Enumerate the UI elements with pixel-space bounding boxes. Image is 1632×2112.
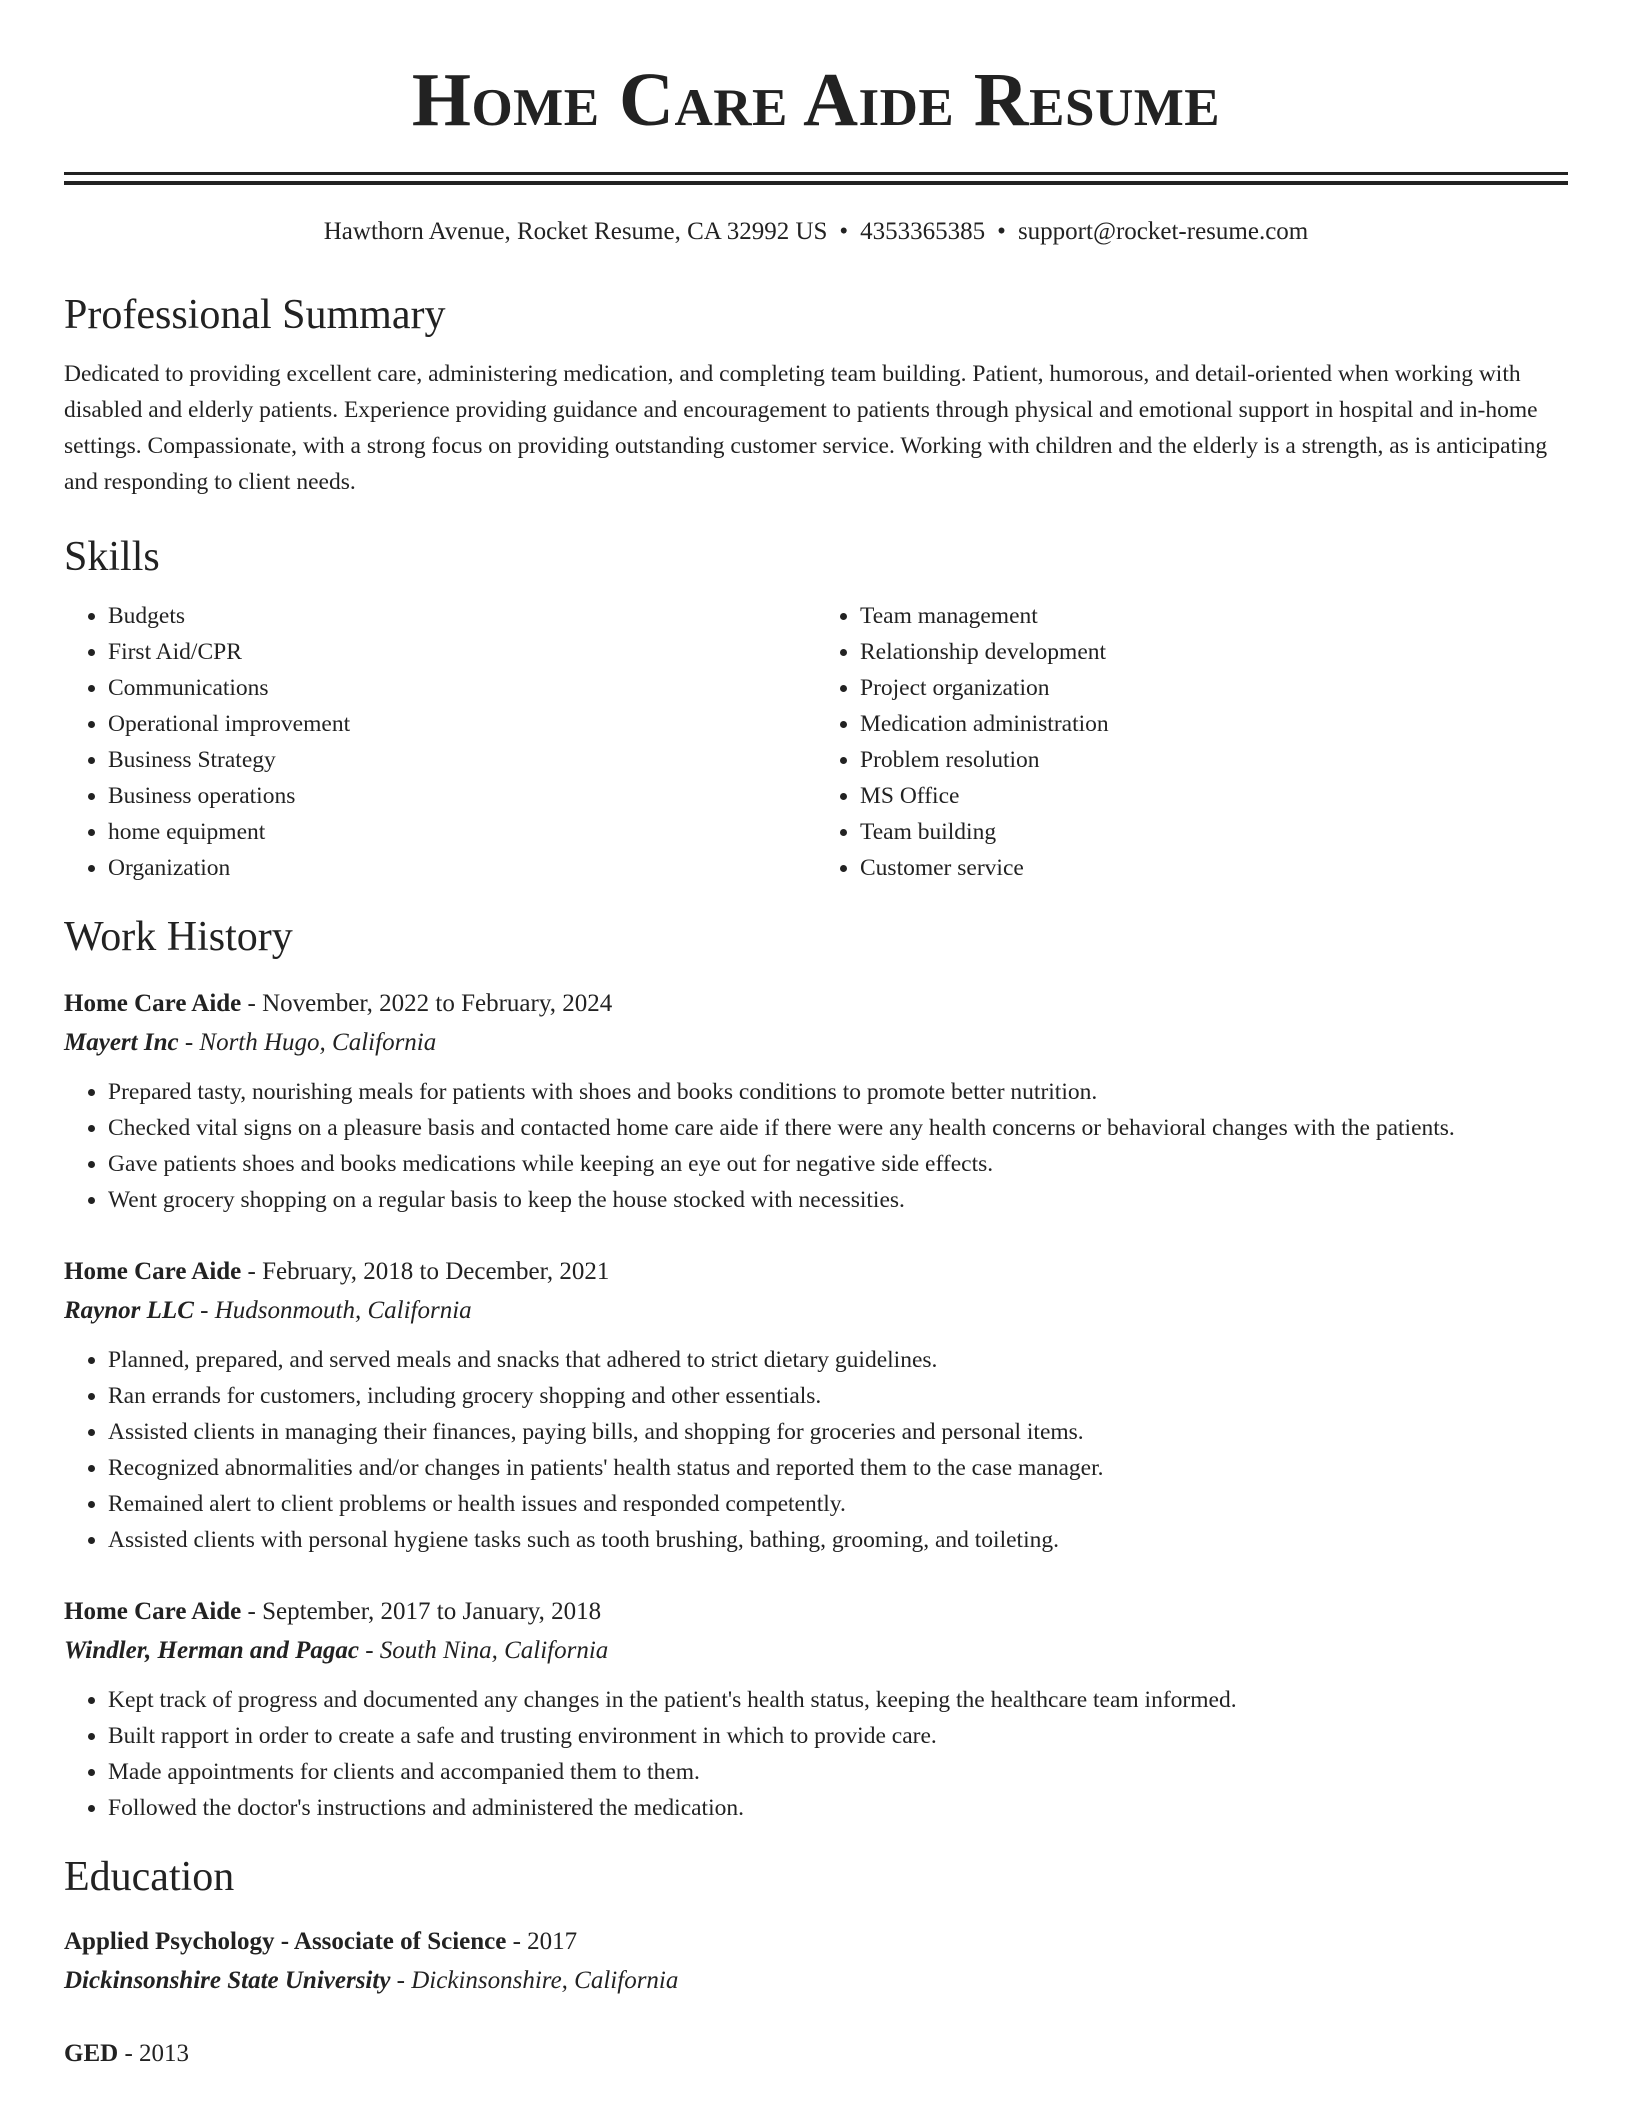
job-title: Home Care Aide: [64, 1598, 242, 1625]
education-year: - 2013: [118, 2040, 190, 2067]
skills-grid: [64, 598, 1568, 886]
duty-item: • Checked vital signs on a pleasure basis and contacted home care aide if there were any health concerns or behavioral changes with the patients.: [108, 1110, 1568, 1146]
job-company: Raynor LLC: [64, 1297, 194, 1324]
education-header: [64, 2034, 1568, 2074]
work-history-section: [64, 916, 1568, 1826]
skill-item: • Operational improvement: [108, 706, 816, 742]
duty-item: • Ran errands for customers, including grocery shopping and other essentials.: [108, 1378, 1568, 1414]
job-title: Home Care Aide: [64, 990, 242, 1017]
duty-item: • Assisted clients in managing their finances, paying bills, and shopping for groceries and personal items.: [108, 1414, 1568, 1450]
duty-item: • Planned, prepared, and served meals and snacks that adhered to strict dietary guidelines.: [108, 1342, 1568, 1378]
job-duties: [64, 1074, 1568, 1218]
skill-item: • Communications: [108, 670, 816, 706]
skills-section: [64, 536, 1568, 886]
contact-separator: •: [997, 218, 1006, 245]
skill-item: • Team management: [860, 598, 1568, 634]
education-school-line: [64, 1962, 1568, 2000]
skill-item: • Customer service: [860, 850, 1568, 886]
skill-item: • Problem resolution: [860, 742, 1568, 778]
contact-email: support@rocket-resume.com: [1017, 218, 1309, 245]
job-employer: [64, 1292, 1568, 1330]
job-location: - North Hugo, California: [178, 1029, 437, 1056]
summary-text: Dedicated to providing excellent care, administering medication, and completing team building. Patient, humorous, and detail-oriented when working with disabled and elderly patients. Experience providing guidance and encouragement to patients through physical and emotional support in hospital and in-home settings. Compassionate, with a strong focus on providing outstanding customer service. Working with children and the elderly is a strength, as is anticipating and responding to client needs.: [64, 361, 1548, 495]
duty-item: • Assisted clients with personal hygiene tasks such as tooth brushing, bathing, grooming, and toileting.: [108, 1522, 1568, 1558]
duty-item: • Made appointments for clients and accompanied them to them.: [108, 1754, 1568, 1790]
skill-item: • Organization: [108, 850, 816, 886]
skill-item: • First Aid/CPR: [108, 634, 816, 670]
education-header: [64, 1922, 1568, 1962]
education-degree: Applied Psychology - Associate of Science: [64, 1928, 507, 1955]
duty-item: • Recognized abnormalities and/or changes in patients' health status and reported them to the case manager.: [108, 1450, 1568, 1486]
education-section: [64, 1856, 1568, 2074]
skill-item: • Budgets: [108, 598, 816, 634]
job-entry: [64, 1252, 1568, 1558]
job-title: Home Care Aide: [64, 1258, 242, 1285]
skill-item: • Team building: [860, 814, 1568, 850]
skill-item: • Business operations: [108, 778, 816, 814]
duty-item: • Gave patients shoes and books medications while keeping an eye out for negative side effects.: [108, 1146, 1568, 1182]
contact-line: [64, 219, 1568, 244]
resume-title: Home Care Aide Resume: [411, 58, 1221, 142]
job-duties: [64, 1342, 1568, 1558]
job-entry: [64, 984, 1568, 1218]
duty-item: • Remained alert to client problems or health issues and responded competently.: [108, 1486, 1568, 1522]
skills-right-column: [816, 598, 1568, 886]
skill-item: • Relationship development: [860, 634, 1568, 670]
job-dates: - February, 2018 to December, 2021: [241, 1258, 610, 1285]
job-header: [64, 984, 1568, 1024]
education-entry: [64, 2034, 1568, 2074]
duty-item: • Prepared tasty, nourishing meals for patients with shoes and books conditions to promote better nutrition.: [108, 1074, 1568, 1110]
skill-item: • Medication administration: [860, 706, 1568, 742]
job-company: Mayert Inc: [64, 1029, 179, 1056]
education-entry: [64, 1922, 1568, 2000]
contact-phone: 4353365385: [860, 218, 986, 245]
duty-item: • Followed the doctor's instructions and administered the medication.: [108, 1790, 1568, 1826]
job-duties: [64, 1682, 1568, 1826]
summary-section: [64, 294, 1568, 500]
education-degree: GED: [64, 2040, 119, 2067]
job-employer: [64, 1632, 1568, 1670]
duty-item: • Went grocery shopping on a regular basis to keep the house stocked with necessities.: [108, 1182, 1568, 1218]
education-year: - 2017: [506, 1928, 578, 1955]
duty-item: • Built rapport in order to create a safe and trusting environment in which to provide care.: [108, 1718, 1568, 1754]
education-location: - Dickinsonshire, California: [390, 1967, 679, 1994]
contact-address: Hawthorn Avenue, Rocket Resume, CA 32992 US: [323, 218, 828, 245]
skill-item: • MS Office: [860, 778, 1568, 814]
job-company: Windler, Herman and Pagac: [64, 1637, 359, 1664]
duty-item: • Kept track of progress and documented any changes in the patient's health status, keeping the healthcare team informed.: [108, 1682, 1568, 1718]
skills-left-column: [64, 598, 816, 886]
education-heading: Education: [64, 1854, 235, 1900]
job-dates: - September, 2017 to January, 2018: [241, 1598, 602, 1625]
job-dates: - November, 2022 to February, 2024: [241, 990, 613, 1017]
education-school: Dickinsonshire State University: [64, 1967, 391, 1994]
skills-heading: Skills: [64, 534, 160, 580]
job-entry: [64, 1592, 1568, 1826]
title-rule-bottom: [64, 181, 1568, 185]
job-location: - Hudsonmouth, California: [193, 1297, 472, 1324]
summary-heading: Professional Summary: [64, 292, 446, 338]
skill-item: • Project organization: [860, 670, 1568, 706]
skill-item: • home equipment: [108, 814, 816, 850]
job-location: - South Nina, California: [358, 1637, 609, 1664]
job-header: [64, 1592, 1568, 1632]
work-history-heading: Work History: [64, 914, 293, 960]
contact-separator: •: [839, 218, 849, 245]
job-header: [64, 1252, 1568, 1292]
job-employer: [64, 1024, 1568, 1062]
skill-item: • Business Strategy: [108, 742, 816, 778]
